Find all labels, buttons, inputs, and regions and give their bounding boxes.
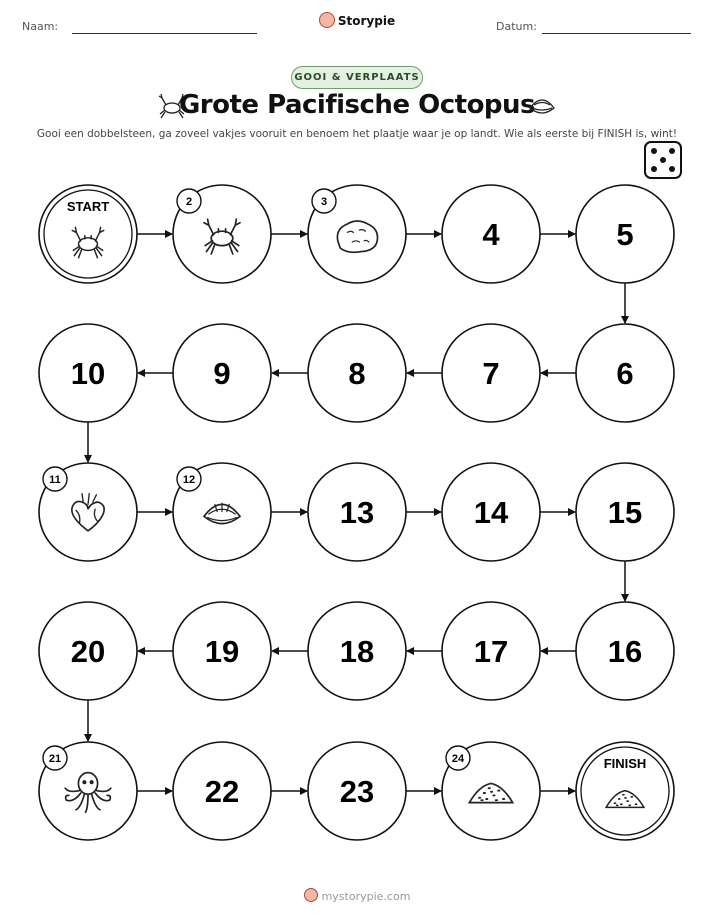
cell-number: 18 <box>339 634 375 669</box>
finish-cell <box>576 742 674 840</box>
cell-number: 2 <box>185 196 193 208</box>
board-cell-15 <box>576 463 674 561</box>
board-cell-21 <box>39 742 137 840</box>
cell-number: 9 <box>213 356 231 391</box>
cell-number: 19 <box>204 634 240 669</box>
cell-number: 15 <box>607 495 643 530</box>
footer-url: mystorypie.com <box>321 890 411 903</box>
cell-number: 12 <box>182 474 196 486</box>
cell-number: 17 <box>473 634 509 669</box>
board-cell-16 <box>576 602 674 700</box>
board-cell-5 <box>576 185 674 283</box>
board-cell-6 <box>576 324 674 422</box>
board-cell-2 <box>173 185 271 283</box>
board-cell-3 <box>308 185 406 283</box>
cell-number: 11 <box>49 474 61 486</box>
cell-number: 6 <box>616 356 634 391</box>
board-cell-23 <box>308 742 406 840</box>
cell-number: 16 <box>607 634 643 669</box>
cell-number: 14 <box>473 495 509 530</box>
cell-number: 13 <box>339 495 375 530</box>
game-type-badge: GOOI & VERPLAATS <box>291 66 423 89</box>
board-cell-9 <box>173 324 271 422</box>
cell-number: 10 <box>70 356 106 391</box>
start-label: START <box>66 199 110 214</box>
cell-number: 7 <box>482 356 500 391</box>
cell-number: 3 <box>320 196 328 208</box>
board-cell-4 <box>442 185 540 283</box>
board-cell-12 <box>173 463 271 561</box>
board-cell-7 <box>442 324 540 422</box>
footer <box>0 888 714 903</box>
finish-label: FINISH <box>603 756 647 771</box>
cell-number: 22 <box>204 774 240 809</box>
name-label: Naam: <box>22 20 59 33</box>
board-cell-10 <box>39 324 137 422</box>
page-title: Grote Pacifische Octopus <box>178 90 536 120</box>
date-label: Datum: <box>496 20 537 33</box>
board-cell-18 <box>308 602 406 700</box>
board-cell-20 <box>39 602 137 700</box>
cell-number: 23 <box>339 774 375 809</box>
cell-number: 4 <box>482 217 500 252</box>
board-cell-19 <box>173 602 271 700</box>
brand-name: Storypie <box>337 14 396 28</box>
cell-number: 20 <box>70 634 106 669</box>
board-cell-22 <box>173 742 271 840</box>
board-cell-17 <box>442 602 540 700</box>
cell-number: 21 <box>48 753 62 765</box>
cell-number: 24 <box>451 753 465 765</box>
board-cell-8 <box>308 324 406 422</box>
board-cell-13 <box>308 463 406 561</box>
board-cell-24 <box>442 742 540 840</box>
board-cell-14 <box>442 463 540 561</box>
storypie-logo-icon <box>304 888 318 902</box>
board-cell-11 <box>39 463 137 561</box>
start-cell <box>39 185 137 283</box>
cell-number: 5 <box>616 217 634 252</box>
cell-number: 8 <box>348 356 366 391</box>
instructions: Gooi een dobbelsteen, ga zoveel vakjes vooruit en benoem het plaatje waar je op landt. Wie als eerste bij FINISH is, wint! <box>36 128 678 140</box>
